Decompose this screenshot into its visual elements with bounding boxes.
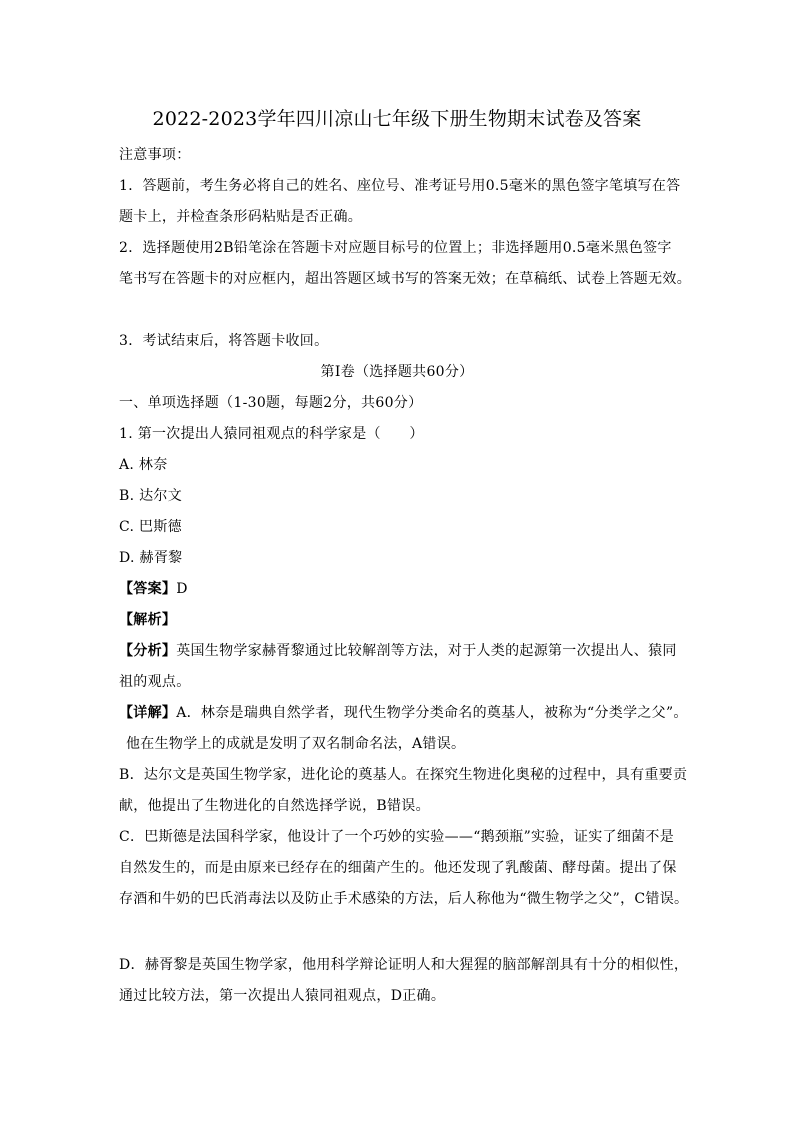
notes-heading: 注意事项：: [119, 147, 191, 163]
explain-a-line-2: 他在生物学上的成就是发明了双名制命名法，A错误。: [126, 736, 466, 752]
fenxi-line-2: 祖的观点。: [119, 674, 191, 690]
explain-b-line-1: B．达尔文是英国生物学家，进化论的奠基人。在探究生物进化奥秘的过程中，具有重要贡: [119, 767, 688, 783]
option-b: B. 达尔文: [119, 488, 182, 504]
explain-c-line-2: 自然发生的，而是由原来已经存在的细菌产生的。他还发现了乳酸菌、酵母菌。提出了保: [119, 860, 677, 876]
xiangjie-a-text: A．林奈是瑞典自然学者，现代生物学分类命名的奠基人，被称为“分类学之父”。: [176, 705, 688, 721]
explain-c-line-3: 存酒和牛奶的巴氏消毒法以及防止手术感染的方法，后人称他为“微生物学之父”，C错误。: [119, 891, 689, 907]
option-a: A. 林奈: [119, 457, 168, 473]
explain-b-line-2: 献，他提出了生物进化的自然选择学说，B错误。: [119, 798, 430, 814]
xiangjie-line-1: [119, 703, 688, 723]
option-c: C. 巴斯德: [119, 519, 182, 535]
option-d: D. 赫胥黎: [119, 550, 183, 566]
fenxi-label: 【分析】: [119, 643, 177, 659]
answer-value: D: [176, 581, 188, 597]
section-title: 一、单项选择题（1-30题，每题2分，共60分）: [119, 395, 423, 411]
volume-title: 第Ⅰ卷（选择题共60分）: [320, 364, 474, 380]
question-stem: 1. 第一次提出人猿同祖观点的科学家是（ ）: [119, 426, 424, 442]
note-2-line-1: 2．选择题使用2B铅笔涂在答题卡对应题目标号的位置上；非选择题用0.5毫米黑色签字: [119, 240, 672, 256]
note-1-line-1: 1．答题前，考生务必将自己的姓名、座位号、准考证号用0.5毫米的黑色签字笔填写在答: [119, 178, 681, 194]
answer-label: 【答案】: [119, 581, 177, 597]
explain-d-line-2: 通过比较方法，第一次提出人猿同祖观点，D正确。: [119, 988, 446, 1004]
explain-c-line-1: C．巴斯德是法国科学家，他设计了一个巧妙的实验——“鹅颈瓶”实验，证实了细菌不是: [119, 829, 675, 845]
xiangjie-label: 【详解】: [119, 705, 177, 721]
note-2-line-2: 笔书写在答题卡的对应框内，超出答题区域书写的答案无效；在草稿纸、试卷上答题无效。: [119, 271, 691, 287]
note-1-line-2: 题卡上，并检查条形码粘贴是否正确。: [119, 209, 363, 225]
fenxi-line-1: [119, 641, 677, 661]
answer-line: [119, 579, 188, 599]
document-title: 2022-2023学年四川凉山七年级下册生物期末试卷及答案: [152, 108, 642, 130]
fenxi-text: 英国生物学家赫胥黎通过比较解剖等方法，对于人类的起源第一次提出人、猿同: [176, 643, 677, 659]
analysis-label: 【解析】: [119, 612, 177, 628]
note-3: 3．考试结束后，将答题卡收回。: [119, 333, 329, 349]
explain-d-line-1: D．赫胥黎是英国生物学家，他用科学辩论证明人和大猩猩的脑部解剖具有十分的相似性，: [119, 957, 689, 973]
